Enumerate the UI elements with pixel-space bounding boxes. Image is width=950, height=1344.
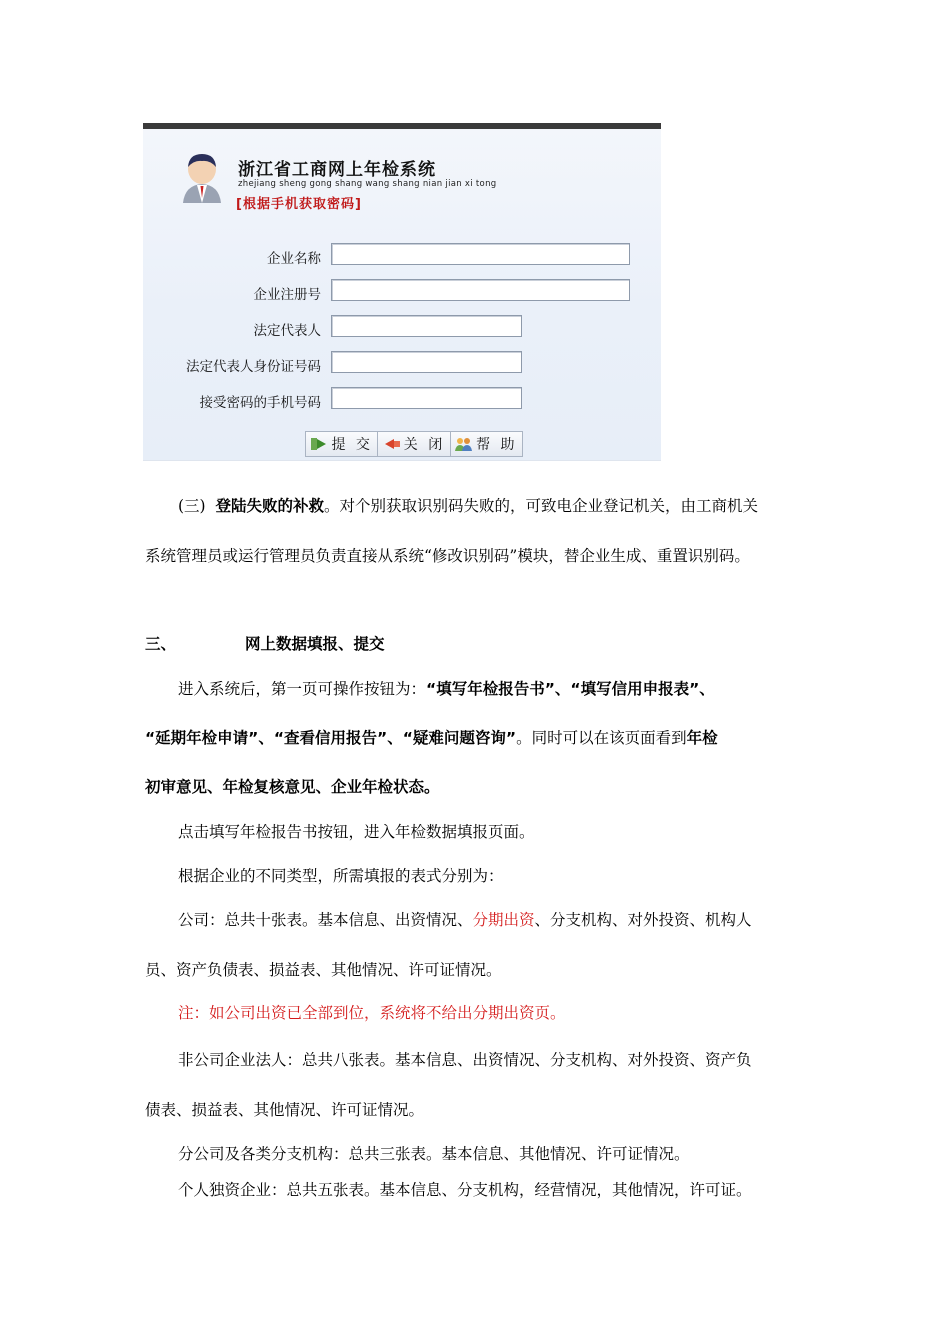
noncorp-line1: 非公司企业法人：总共八张表。基本信息、出资情况、分支机构、对外投资、资产负 [178, 1051, 752, 1069]
form-row-mobile-number [143, 387, 661, 411]
form-row-legal-representative [143, 315, 661, 339]
user-avatar-icon [179, 151, 225, 203]
intro-buttons-b: “延期年检申请”、“查看信用报告”、“疑难问题咨询” [145, 729, 517, 747]
click-instruction: 点击填写年检报告书按钮，进入年检数据填报页面。 [178, 823, 535, 841]
close-label: 关 闭 [403, 437, 446, 453]
company-line1 [178, 910, 752, 930]
company-line2: 员、资产负债表、损益表、其他情况、许可证情况。 [145, 961, 502, 979]
section3-prefix: (三) [178, 497, 206, 515]
form-row-id-number [143, 351, 661, 375]
close-arrow-icon [383, 436, 401, 452]
company-name-input[interactable] [331, 243, 630, 265]
intro-text-d: 。同时可以在该页面看到 [516, 729, 687, 747]
section3-text1: 。对个别获取识别码失败的，可致电企业登记机关，由工商机关 [323, 497, 758, 515]
sole-proprietorship-line: 个人独资企业：总共五张表。基本信息、分支机构，经营情况，其他情况，许可证。 [178, 1181, 752, 1199]
registration-number-input[interactable] [331, 279, 630, 301]
mobile-number-input[interactable] [331, 387, 522, 409]
intro-line1 [178, 679, 715, 699]
registration-number-label: 企业注册号 [253, 287, 321, 303]
noncorp-line2: 债表、损益表、其他情况、许可证情况。 [145, 1101, 425, 1119]
form-row-registration-number [143, 279, 661, 303]
button-bar [305, 431, 523, 457]
form-row-company-name [143, 243, 661, 267]
submit-arrow-icon [310, 436, 328, 452]
branch-line: 分公司及各类分支机构：总共三张表。基本信息、其他情况、许可证情况。 [178, 1145, 690, 1163]
system-subtitle: [根据手机获取密码] [236, 197, 362, 212]
submit-label: 提 交 [331, 437, 373, 453]
close-button[interactable] [378, 432, 450, 456]
heading-3-number: 三、 [145, 635, 177, 653]
intro-line3: 初审意见、年检复核意见、企业年检状态。 [145, 778, 440, 796]
intro-bold-e: 年检 [686, 729, 718, 747]
help-label: 帮 助 [476, 437, 518, 453]
section3-remedy-line2: 系统管理员或运行管理员负责直接从系统“修改识别码”模块，替企业生成、重置识别码。 [145, 547, 750, 565]
help-button[interactable] [451, 432, 522, 456]
mobile-number-label: 接受密码的手机号码 [199, 395, 321, 411]
section3-remedy-line1 [178, 496, 758, 516]
login-screenshot-panel [143, 123, 661, 461]
help-users-icon [455, 436, 473, 452]
legal-representative-input[interactable] [331, 315, 522, 337]
company-name-label: 企业名称 [267, 251, 321, 267]
company-red-term: 分期出资 [472, 911, 535, 929]
company-text-b: 、分支机构、对外投资、机构人 [534, 911, 752, 929]
section3-bold-title: 登陆失败的补救 [215, 497, 324, 515]
system-pinyin: zhejiang sheng gong shang wang shang nian jian xi tong [238, 179, 497, 189]
company-note: 注：如公司出资已全部到位，系统将不给出分期出资页。 [178, 1004, 566, 1022]
system-title: 浙江省工商网上年检系统 [238, 160, 436, 180]
heading-3-title: 网上数据填报、提交 [245, 635, 385, 653]
intro-text-a: 进入系统后，第一页可操作按钮为： [178, 680, 427, 698]
types-intro: 根据企业的不同类型，所需填报的表式分别为： [178, 867, 504, 885]
company-text-a: 公司：总共十张表。基本信息、出资情况、 [178, 911, 473, 929]
intro-buttons-a: “填写年检报告书”、“填写信用申报表”、 [426, 680, 715, 698]
id-number-input[interactable] [331, 351, 522, 373]
id-number-label: 法定代表人身份证号码 [186, 359, 321, 375]
legal-representative-label: 法定代表人 [253, 323, 321, 339]
intro-line2 [145, 728, 718, 748]
submit-button[interactable] [306, 432, 378, 456]
